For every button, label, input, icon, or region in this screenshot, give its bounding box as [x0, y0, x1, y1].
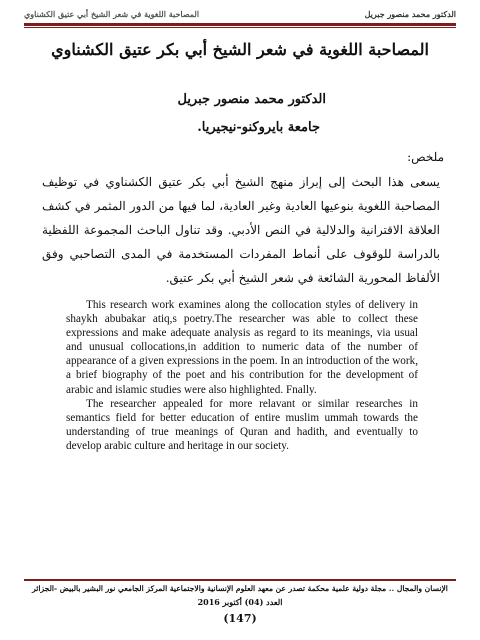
header-rule — [24, 23, 456, 26]
header-running-title: المصاحبة اللغوية في شعر الشيخ أبي عتيق الكشناوي — [24, 9, 200, 19]
header-author: الدكتور محمد منصور جبريل — [364, 9, 456, 19]
footer-rule — [24, 579, 456, 581]
arabic-abstract-label: ملخص: — [407, 150, 444, 164]
footer-issue: العدد (04) أكتوبر 2016 — [197, 597, 283, 607]
header-rule-thin — [24, 27, 456, 28]
running-header — [24, 6, 456, 22]
paper-title: المصاحبة اللغوية في شعر الشيخ أبي بكر عتيق الكشناوي — [51, 40, 429, 59]
english-abstract-paragraph-1: This research work examines along the collocation styles of delivery in shaykh abubakar atiq,s poetry.The researcher was able to collect these expressions and make adequate analysis as regard to its meanings, via usual and unusual collocations,in addition to numeric data of the number of appearance of a given expressions in the poem. In an introduction of the work, a brief biography of the poet and his contribution for the development of arabic and islamic studies were also highlighted. Fnally. — [66, 299, 418, 396]
english-abstract-paragraph-2: The researcher appealed for more relavant or similar researches in semantics field for better education of entire muslim ummah towards the understanding of true meanings of Quran and hadith, and eventually to develop arabic culture and heritage in our society. — [66, 397, 418, 452]
english-abstract — [66, 298, 418, 453]
paper-author: الدكتور محمد منصور جبريل — [177, 92, 326, 107]
paper-affiliation: جامعة بايروكنو-نيجيريا. — [197, 120, 320, 135]
page-number: (147) — [223, 612, 257, 625]
footer-journal: الإنسان والمجال .. مجلة دولية علمية محكمة تصدر عن معهد العلوم الإنسانية والاجتماعية المركز الجامعي نور البشير بالبيض -الجزائر — [32, 584, 448, 593]
arabic-abstract-text: يسعى هذا البحث إلى إبراز منهج الشيخ أبي بكر عتيق الكشناوي في توظيف المصاحبة اللغوية بنوعيها العادية وغير العادية، لما فيها من الدور المثمر في كشف العلاقة الاقترانية والدلالية في النص الأدبي. وقد تناول الباحث المجموعة اللفظية بالدراسة للوقوف على أنماط المفردات المستخدمة في المدى التصاحبي وفق الألفاظ المحورية الشائعة في شعر الشيخ أبي بكر عتيق. — [42, 175, 440, 285]
